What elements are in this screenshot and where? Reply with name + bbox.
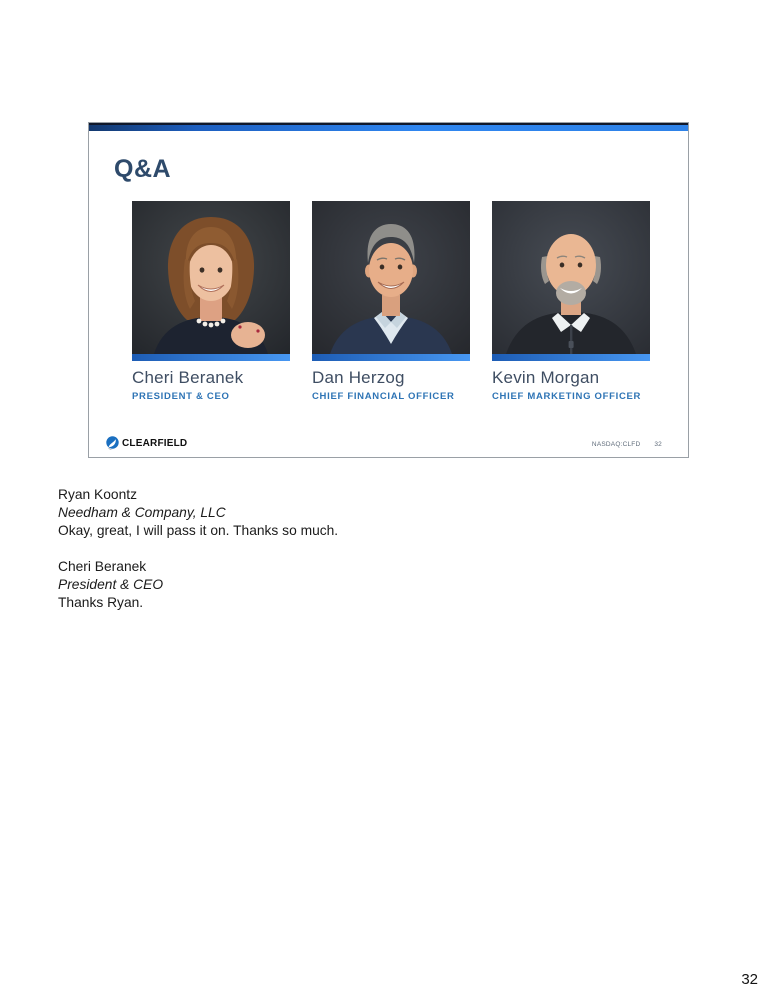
executive-role: CHIEF FINANCIAL OFFICER <box>312 391 455 402</box>
executive-role: PRESIDENT & CEO <box>132 391 230 402</box>
executive-card <box>312 201 470 402</box>
speaker-name: Ryan Koontz <box>58 487 137 502</box>
photo-accent-bar <box>132 354 290 361</box>
photo-accent-bar <box>492 354 650 361</box>
speaker-remark: Okay, great, I will pass it on. Thanks so much. <box>58 523 339 538</box>
executive-card <box>492 201 650 402</box>
bald-man-goatee-portrait-photo <box>492 201 650 354</box>
woman-portrait-photo <box>132 201 290 354</box>
transcript-block <box>58 486 678 540</box>
speaker-name: Cheri Beranek <box>58 559 147 574</box>
photo-accent-bar <box>312 354 470 361</box>
executive-role: CHIEF MARKETING OFFICER <box>492 391 642 402</box>
executive-name: Kevin Morgan <box>492 368 600 387</box>
executives-row <box>132 201 650 402</box>
ticker-label: NASDAQ:CLFD <box>591 441 641 448</box>
clearfield-logo <box>106 436 187 450</box>
top-bar-blue-gradient <box>89 125 688 131</box>
transcript <box>58 486 678 612</box>
slide-title: Q&A <box>114 155 172 183</box>
speaker-affiliation: Needham & Company, LLC <box>58 505 226 520</box>
executive-name: Dan Herzog <box>312 368 405 387</box>
page-number: 32 <box>741 971 758 988</box>
clearfield-logo-icon <box>106 436 119 450</box>
slide-top-accent-bar <box>89 123 688 131</box>
clearfield-logo-text: CLEARFIELD <box>122 437 188 449</box>
executive-portrait <box>492 201 650 361</box>
speaker-remark: Thanks Ryan. <box>58 595 144 610</box>
slide-number: 32 <box>654 441 662 448</box>
slide <box>88 122 689 458</box>
executive-name: Cheri Beranek <box>132 368 244 387</box>
executive-portrait <box>312 201 470 361</box>
transcript-block <box>58 558 678 612</box>
slide-footer-meta <box>592 441 662 448</box>
executive-card <box>132 201 290 402</box>
speaker-affiliation: President & CEO <box>58 577 164 592</box>
executive-portrait <box>132 201 290 361</box>
man-gray-hair-portrait-photo <box>312 201 470 354</box>
